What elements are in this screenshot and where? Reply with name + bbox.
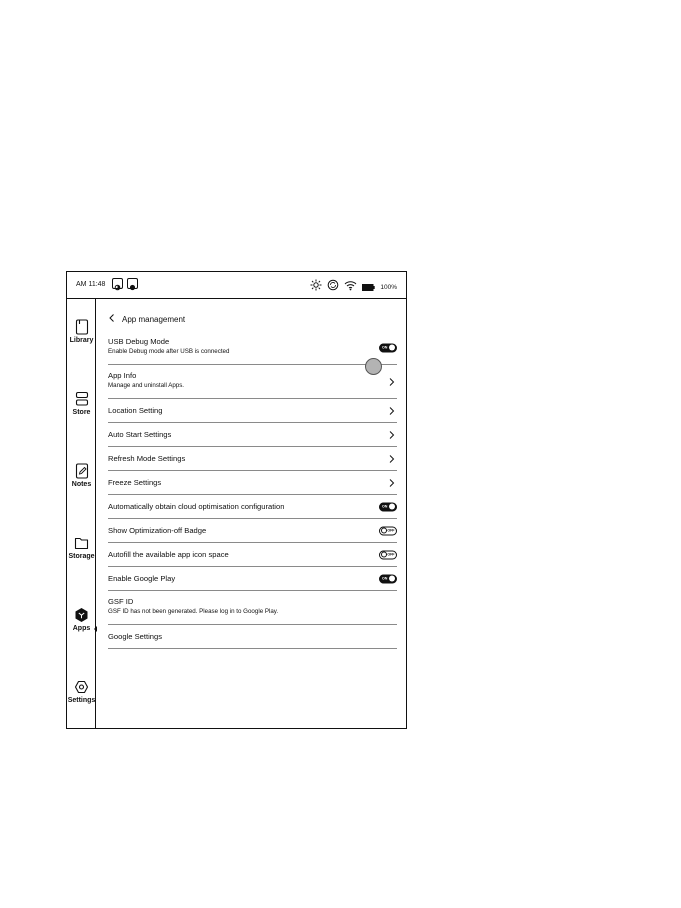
sidebar-item-settings[interactable]	[67, 679, 96, 704]
status-time: AM 11:48	[76, 281, 106, 288]
sidebar-item-store[interactable]	[67, 391, 96, 416]
folder-icon	[74, 535, 89, 551]
sidebar-item-label: Apps	[72, 625, 91, 632]
app-info-row[interactable]	[108, 365, 397, 399]
refresh-mode-settings-row[interactable]	[108, 447, 397, 471]
chevron-right-icon	[389, 377, 395, 386]
row-subtitle: Enable Debug mode after USB is connected	[108, 348, 230, 355]
sidebar-item-label: Storage	[68, 553, 95, 560]
status-right-group	[310, 278, 397, 296]
cloud-optimisation-row[interactable]	[108, 495, 397, 519]
sidebar-item-label: Settings	[67, 697, 96, 704]
notes-icon	[75, 463, 89, 479]
toggle-state-label: OFF	[387, 528, 395, 533]
apps-icon	[74, 607, 89, 623]
row-title: Google Settings	[108, 632, 163, 641]
settings-list	[108, 331, 397, 649]
row-title: Refresh Mode Settings	[108, 454, 186, 463]
enable-google-play-row[interactable]	[108, 567, 397, 591]
row-title: App Info	[108, 371, 137, 380]
touch-indicator	[365, 358, 382, 375]
sidebar-item-storage[interactable]	[67, 535, 96, 560]
autofill-icon-space-toggle[interactable]	[379, 550, 397, 559]
battery-percent: 100%	[380, 283, 397, 291]
row-title: Enable Google Play	[108, 574, 176, 583]
row-subtitle: GSF ID has not been generated. Please log in to Google Play.	[108, 608, 279, 615]
sidebar-item-label: Notes	[71, 481, 92, 488]
screen-refresh-icon[interactable]	[112, 278, 123, 289]
sidebar-item-notes[interactable]	[67, 463, 96, 488]
sidebar-item-apps[interactable]	[67, 607, 96, 632]
chevron-right-icon	[389, 406, 395, 415]
gsf-id-row[interactable]	[108, 591, 397, 625]
chevron-right-icon	[389, 454, 395, 463]
location-setting-row[interactable]	[108, 399, 397, 423]
sync-icon[interactable]	[327, 278, 339, 296]
book-icon	[75, 319, 89, 335]
freeze-settings-row[interactable]	[108, 471, 397, 495]
google-settings-row[interactable]	[108, 625, 397, 649]
optimization-off-badge-row[interactable]	[108, 519, 397, 543]
sidebar-item-label: Store	[72, 409, 91, 416]
device-screen	[66, 271, 407, 729]
back-chevron-icon[interactable]	[108, 310, 116, 328]
row-title: Auto Start Settings	[108, 430, 172, 439]
chevron-right-icon	[389, 430, 395, 439]
chevron-right-icon	[389, 478, 395, 487]
store-icon	[75, 391, 89, 407]
row-title: Autofill the available app icon space	[108, 550, 229, 559]
sidebar	[67, 299, 96, 728]
battery-icon	[362, 278, 375, 296]
status-bar	[67, 272, 406, 299]
toggle-state-label: ON	[382, 345, 388, 350]
row-title: Location Setting	[108, 406, 163, 415]
toggle-state-label: ON	[382, 576, 388, 581]
usb-debug-mode-row[interactable]	[108, 331, 397, 365]
row-title: Show Optimization-off Badge	[108, 526, 207, 535]
auto-start-settings-row[interactable]	[108, 423, 397, 447]
toggle-state-label: ON	[382, 504, 388, 509]
usb-debug-toggle[interactable]	[379, 343, 397, 352]
settings-icon	[74, 679, 89, 695]
page-title: App management	[122, 314, 186, 324]
sidebar-item-label: Library	[69, 337, 94, 344]
row-title: USB Debug Mode	[108, 337, 170, 346]
screen-record-icon[interactable]	[127, 278, 138, 289]
page-header	[108, 310, 185, 328]
row-subtitle: Manage and uninstall Apps.	[108, 382, 185, 389]
brightness-icon[interactable]	[310, 278, 322, 296]
sidebar-item-library[interactable]	[67, 319, 96, 344]
google-play-toggle[interactable]	[379, 574, 397, 583]
cloud-optimisation-toggle[interactable]	[379, 502, 397, 511]
autofill-icon-space-row[interactable]	[108, 543, 397, 567]
row-title: Automatically obtain cloud optimisation configuration	[108, 502, 285, 511]
optimization-off-badge-toggle[interactable]	[379, 526, 397, 535]
row-title: GSF ID	[108, 597, 134, 606]
main-content	[96, 299, 406, 728]
wifi-icon[interactable]	[344, 278, 357, 296]
row-title: Freeze Settings	[108, 478, 162, 487]
toggle-state-label: OFF	[387, 552, 395, 557]
